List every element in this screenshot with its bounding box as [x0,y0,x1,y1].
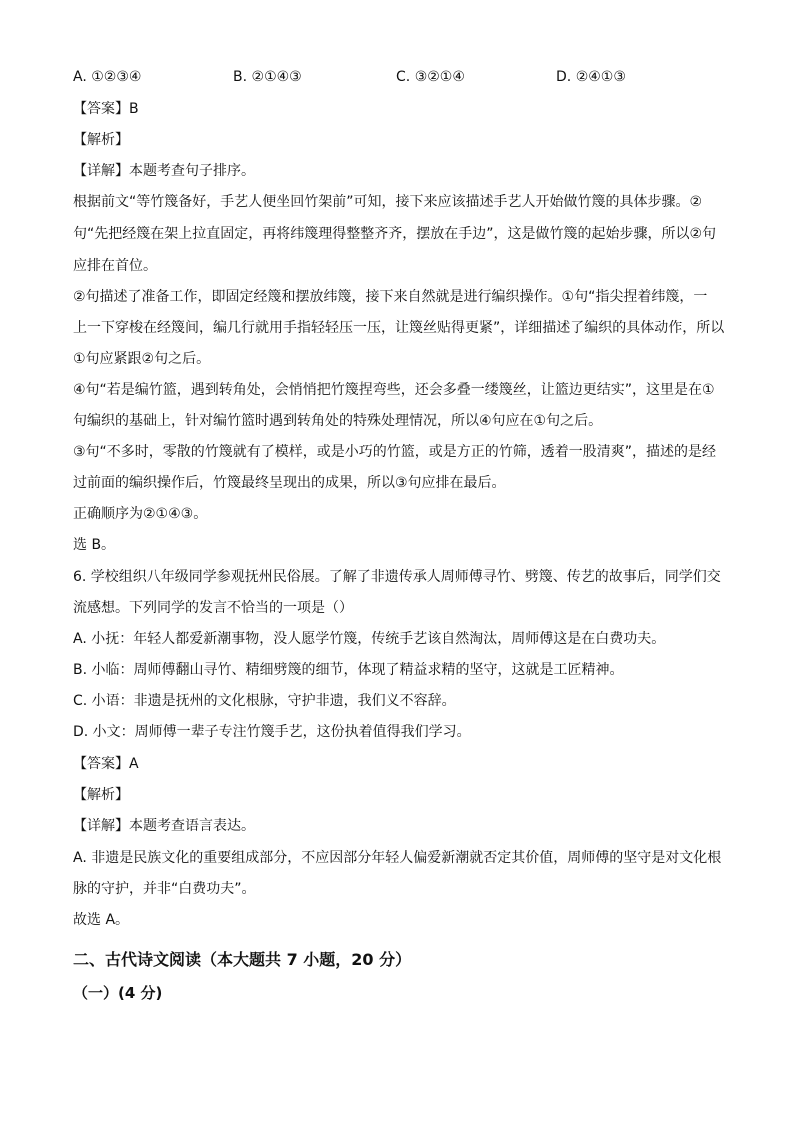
q5-explanation-line: ③句“不多时，零散的竹篾就有了模样，或是小巧的竹篮，或是方正的竹筛，透着一股清爽”，描述的是经 [73,444,717,460]
option-text: ②①④③ [251,69,302,85]
option-d [556,67,626,87]
option-text: ②④①③ [575,69,626,85]
q5-explanation-line: 上一下穿梭在经篾间，编几行就用手指轻轻压一压，让篾丝贴得更紧”，详细描述了编织的具体动作，所以 [73,320,725,336]
q6-explanation-line: A. 非遗是民族文化的重要组成部分，不应因部分年轻人偏爱新潮就否定其价值，周师傅的坚守是对文化根 [73,850,722,866]
option-c [396,67,465,87]
q6-explanation-line: 故选 A。 [73,912,130,928]
q5-explanation-line: ④句“若是编竹篮，遇到转角处，会悄悄把竹篾捏弯些，还会多叠一缕篾丝，让篮边更结实”，这里是在① [73,382,715,398]
option-letter: B. [233,69,248,85]
q5-detail: 【详解】本题考查句子排序。 [73,163,255,179]
q5-explanation-line: 根据前文“等竹篾备好，手艺人便坐回竹架前”可知，接下来应该描述手艺人开始做竹篾的具体步骤。② [73,194,703,210]
q5-explanation-line: 句编织的基础上，针对编竹篮时遇到转角处的特殊处理情况，所以④句应在①句之后。 [73,413,603,429]
q6-stem-line: 6. 学校组织八年级同学参观抚州民俗展。了解了非遗传承人周师傅寻竹、劈篾、传艺的故事后，同学们交 [73,569,721,585]
q6-answer: 【答案】A [73,756,139,772]
option-b [233,67,302,87]
q5-explanation-line: 句“先把经篾在架上拉直固定，再将纬篾理得整整齐齐，摆放在手边”，这是做竹篾的起始步骤，所以②句 [73,226,717,242]
q5-analysis-label: 【解析】 [73,132,129,148]
q5-explanation-line: 正确顺序为②①④③。 [73,506,208,522]
q5-explanation-line: 选 B。 [73,537,116,553]
option-letter: C. [396,69,411,85]
q6-analysis-label: 【解析】 [73,787,129,803]
q6-option-a: A. 小抚：年轻人都爱新潮事物，没人愿学竹篾，传统手艺该自然淘汰，周师傅这是在白费功夫。 [73,631,666,647]
option-a [73,67,141,87]
q5-answer: 【答案】B [73,101,139,117]
q5-explanation-line: 应排在首位。 [73,258,157,274]
subsection-heading: （一）(4 分) [73,984,163,1002]
option-letter: D. [556,69,572,85]
q6-stem-line: 流感想。下列同学的发言不恰当的一项是（） [73,600,353,616]
q6-option-b: B. 小临：周师傅翻山寻竹、精细劈篾的细节，体现了精益求精的坚守，这就是工匠精神。 [73,662,624,678]
q5-explanation-line: ①句应紧跟②句之后。 [73,351,211,367]
q5-explanation-line: ②句描述了准备工作，即固定经篾和摆放纬篾，接下来自然就是进行编织操作。①句“指尖捏着纬篾，一 [73,289,708,305]
option-text: ①②③④ [91,69,142,85]
option-letter: A. [73,69,87,85]
q6-explanation-line: 脉的守护，并非“白费功夫”。 [73,881,256,897]
q5-explanation-line: 过前面的编织操作后，竹篾最终呈现出的成果，所以③句应排在最后。 [73,475,506,491]
q6-option-d: D. 小文：周师傅一辈子专注竹篾手艺，这份执着值得我们学习。 [73,724,471,740]
option-text: ③②①④ [414,69,465,85]
q6-detail: 【详解】本题考查语言表达。 [73,818,255,834]
q6-option-c: C. 小语：非遗是抚州的文化根脉，守护非遗，我们义不容辞。 [73,693,456,709]
section-heading: 二、古代诗文阅读（本大题共 7 小题，20 分） [73,950,412,969]
